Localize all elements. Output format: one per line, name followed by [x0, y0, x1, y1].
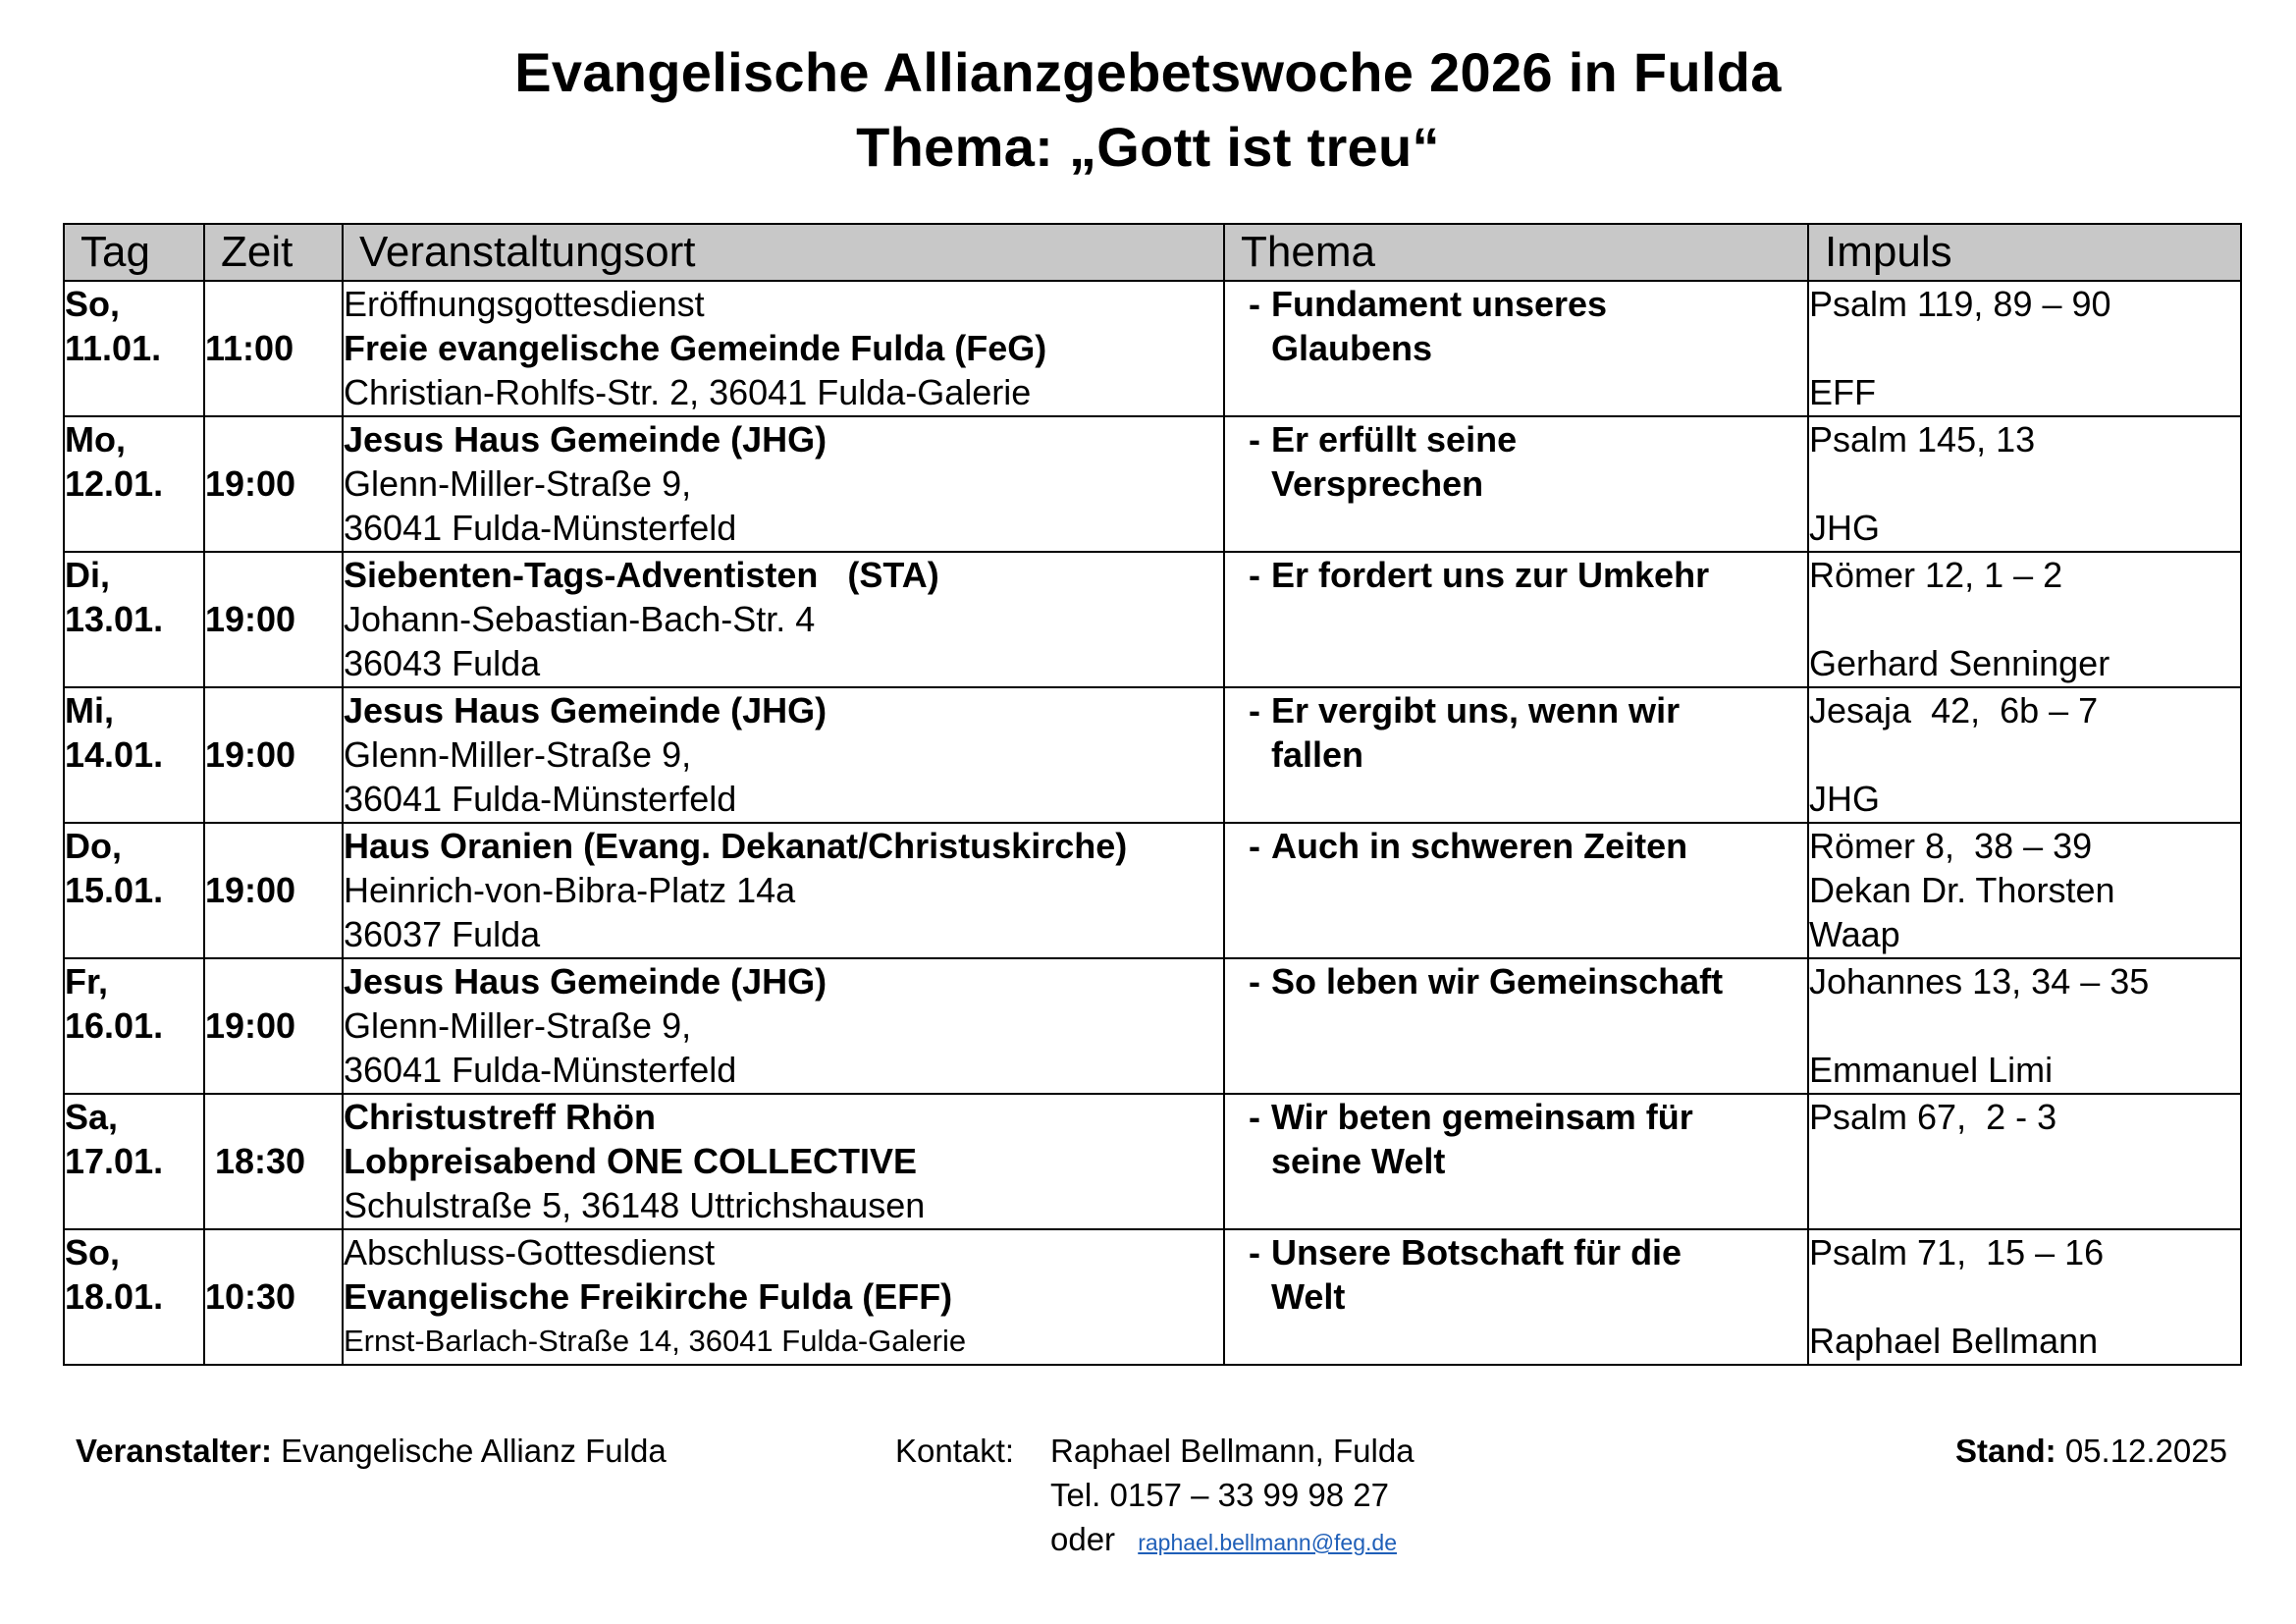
venue-line: Schulstraße 5, 36148 Uttrichshausen: [344, 1185, 926, 1225]
topic-line: Welt: [1271, 1276, 1346, 1317]
topic-text: [1271, 959, 1807, 1003]
day-date: 16.01.: [65, 1005, 164, 1046]
time-value: 19:00: [205, 1005, 296, 1046]
topic-text: [1271, 417, 1807, 506]
impulse-line: Psalm 119, 89 – 90: [1809, 284, 2111, 324]
time-value: 18:30: [205, 1141, 306, 1181]
impulse-line: Waap: [1809, 914, 1900, 954]
time-spacer: [205, 553, 342, 597]
date-label: Stand:: [1954, 1433, 2056, 1469]
cell-time: [204, 281, 343, 416]
impulse-line: [1809, 597, 2240, 641]
cell-venue: [343, 1229, 1224, 1365]
table-row: [64, 1229, 2241, 1365]
topic-line: seine Welt: [1271, 1141, 1446, 1181]
time-value: 19:00: [205, 870, 296, 910]
venue-line: 36041 Fulda-Münsterfeld: [344, 1050, 737, 1090]
day-date: 13.01.: [65, 599, 164, 639]
venue-line: Glenn-Miller-Straße 9,: [344, 463, 692, 504]
cell-topic: [1224, 823, 1808, 958]
impulse-line: Psalm 67, 2 - 3: [1809, 1097, 2057, 1137]
topic-line: Er erfüllt seine: [1271, 419, 1518, 460]
time-spacer: [205, 1230, 342, 1274]
cell-venue: [343, 552, 1224, 687]
time-spacer: [205, 688, 342, 732]
bullet-dash-icon: -: [1249, 555, 1260, 595]
cell-venue: [343, 416, 1224, 552]
time-spacer: [205, 959, 342, 1003]
header-tag: Tag: [64, 224, 204, 281]
cell-day: [64, 281, 204, 416]
header-thema: Thema: [1224, 224, 1808, 281]
cell-day: [64, 1229, 204, 1365]
cell-venue: [343, 958, 1224, 1094]
cell-venue: [343, 823, 1224, 958]
cell-time: [204, 1094, 343, 1229]
cell-topic: [1224, 1094, 1808, 1229]
day-name: Do,: [65, 826, 122, 866]
venue-line: Lobpreisabend ONE COLLECTIVE: [344, 1141, 918, 1181]
topic-line: Er fordert uns zur Umkehr: [1271, 555, 1710, 595]
contact-email-line: [1050, 1517, 1415, 1565]
footer-organizer: [76, 1429, 667, 1473]
venue-line: 36041 Fulda-Münsterfeld: [344, 508, 737, 548]
venue-line: 36041 Fulda-Münsterfeld: [344, 779, 737, 819]
venue-line: Jesus Haus Gemeinde (JHG): [344, 419, 828, 460]
cell-topic: [1224, 687, 1808, 823]
impulse-line: [1809, 1139, 2240, 1183]
table-header-row: [64, 224, 2241, 281]
cell-venue: [343, 1094, 1224, 1229]
venue-line: Christian-Rohlfs-Str. 2, 36041 Fulda-Galerie: [344, 372, 1032, 412]
day-date: 12.01.: [65, 463, 164, 504]
cell-impulse: [1808, 1229, 2241, 1365]
cell-topic: [1224, 1229, 1808, 1365]
cell-impulse: [1808, 281, 2241, 416]
topic-text: [1271, 824, 1807, 868]
bullet-dash-icon: -: [1249, 1097, 1260, 1137]
venue-line: 36043 Fulda: [344, 643, 541, 683]
cell-impulse: [1808, 687, 2241, 823]
cell-day: [64, 552, 204, 687]
header-impuls: Impuls: [1808, 224, 2241, 281]
day-date: 18.01.: [65, 1276, 164, 1317]
cell-time: [204, 958, 343, 1094]
bullet-dash-icon: -: [1249, 690, 1260, 731]
topic-line: Glaubens: [1271, 328, 1433, 368]
day-name: Mi,: [65, 690, 114, 731]
table-row: [64, 687, 2241, 823]
venue-line: Siebenten-Tags-Adventisten (STA): [344, 555, 939, 595]
table-row: [64, 958, 2241, 1094]
topic-text: [1271, 553, 1807, 597]
organizer-label: Veranstalter:: [76, 1433, 272, 1469]
time-spacer: [205, 824, 342, 868]
document-subtitle: Thema: „Gott ist treu“: [856, 116, 1440, 178]
organizer-value: Evangelische Allianz Fulda: [281, 1433, 667, 1469]
table-row: [64, 1094, 2241, 1229]
contact-name: Raphael Bellmann, Fulda: [1050, 1433, 1415, 1469]
venue-line: Jesus Haus Gemeinde (JHG): [344, 690, 828, 731]
cell-impulse: [1808, 823, 2241, 958]
time-value: 10:30: [205, 1276, 296, 1317]
day-date: 14.01.: [65, 734, 164, 775]
impulse-line: Raphael Bellmann: [1809, 1321, 2099, 1361]
impulse-line: EFF: [1809, 372, 1876, 412]
impulse-line: Johannes 13, 34 – 35: [1809, 961, 2150, 1001]
cell-time: [204, 823, 343, 958]
venue-line: Jesus Haus Gemeinde (JHG): [344, 961, 828, 1001]
cell-impulse: [1808, 416, 2241, 552]
topic-text: [1271, 688, 1807, 777]
bullet-dash-icon: -: [1249, 826, 1260, 866]
bullet-dash-icon: -: [1249, 284, 1260, 324]
time-spacer: [205, 282, 342, 326]
day-name: Di,: [65, 555, 111, 595]
impulse-line: [1809, 1003, 2240, 1048]
day-date: 11.01.: [65, 328, 162, 368]
impulse-line: Römer 12, 1 – 2: [1809, 555, 2063, 595]
cell-topic: [1224, 416, 1808, 552]
topic-line: Er vergibt uns, wenn wir: [1271, 690, 1681, 731]
bullet-dash-icon: -: [1249, 1232, 1260, 1272]
footer-contact: [1050, 1429, 1415, 1565]
venue-line: Ernst-Barlach-Straße 14, 36041 Fulda-Galerie: [344, 1324, 967, 1358]
schedule-table: [63, 223, 2242, 1366]
cell-day: [64, 687, 204, 823]
cell-venue: [343, 687, 1224, 823]
impulse-line: [1809, 326, 2240, 370]
time-value: 19:00: [205, 734, 296, 775]
venue-line: Christustreff Rhön: [344, 1097, 656, 1137]
cell-topic: [1224, 552, 1808, 687]
venue-line: Haus Oranien (Evang. Dekanat/Christuskirche): [344, 826, 1128, 866]
topic-line: Versprechen: [1271, 463, 1484, 504]
day-date: 15.01.: [65, 870, 164, 910]
cell-day: [64, 1094, 204, 1229]
venue-line: Evangelische Freikirche Fulda (EFF): [344, 1276, 953, 1317]
cell-impulse: [1808, 958, 2241, 1094]
impulse-line: Römer 8, 38 – 39: [1809, 826, 2093, 866]
topic-text: [1271, 1230, 1807, 1319]
contact-phone: Tel. 0157 – 33 99 98 27: [1050, 1477, 1389, 1513]
impulse-line: [1809, 732, 2240, 777]
cell-time: [204, 416, 343, 552]
contact-email-link[interactable]: raphael.bellmann@feg.de: [1138, 1530, 1397, 1555]
venue-line: Johann-Sebastian-Bach-Str. 4: [344, 599, 816, 639]
topic-line: Wir beten gemeinsam für: [1271, 1097, 1693, 1137]
time-value: 19:00: [205, 599, 296, 639]
impulse-line: Gerhard Senninger: [1809, 643, 2110, 683]
impulse-line: [1809, 1183, 2240, 1227]
cell-venue: [343, 281, 1224, 416]
impulse-line: Dekan Dr. Thorsten: [1809, 870, 2115, 910]
bullet-dash-icon: -: [1249, 419, 1260, 460]
time-value: 19:00: [205, 463, 296, 504]
header-veranstaltungsort: Veranstaltungsort: [343, 224, 1224, 281]
document-title: Evangelische Allianzgebetswoche 2026 in Fulda: [514, 41, 1782, 103]
venue-line: Freie evangelische Gemeinde Fulda (FeG): [344, 328, 1047, 368]
table-row: [64, 552, 2241, 687]
bullet-dash-icon: -: [1249, 961, 1260, 1001]
impulse-line: JHG: [1809, 508, 1880, 548]
day-name: So,: [65, 284, 121, 324]
topic-line: fallen: [1271, 734, 1364, 775]
schedule-body: [64, 281, 2241, 1365]
day-date: 17.01.: [65, 1141, 164, 1181]
time-spacer: [205, 1095, 342, 1139]
topic-line: Unsere Botschaft für die: [1271, 1232, 1682, 1272]
venue-line: Glenn-Miller-Straße 9,: [344, 1005, 692, 1046]
date-value: 05.12.2025: [2064, 1433, 2227, 1469]
impulse-line: Psalm 145, 13: [1809, 419, 2036, 460]
cell-impulse: [1808, 552, 2241, 687]
venue-line: 36037 Fulda: [344, 914, 541, 954]
impulse-line: Jesaja 42, 6b – 7: [1809, 690, 2099, 731]
topic-line: Fundament unseres: [1271, 284, 1608, 324]
day-name: Fr,: [65, 961, 109, 1001]
cell-day: [64, 823, 204, 958]
contact-or: oder: [1050, 1521, 1116, 1557]
venue-line: Eröffnungsgottesdienst: [344, 284, 705, 324]
table-row: [64, 823, 2241, 958]
time-value: 11:00: [205, 328, 294, 368]
impulse-line: [1809, 1274, 2240, 1319]
topic-line: So leben wir Gemeinschaft: [1271, 961, 1724, 1001]
venue-line: Heinrich-von-Bibra-Platz 14a: [344, 870, 796, 910]
cell-topic: [1224, 958, 1808, 1094]
topic-text: [1271, 1095, 1807, 1183]
cell-day: [64, 416, 204, 552]
cell-topic: [1224, 281, 1808, 416]
table-row: [64, 281, 2241, 416]
impulse-line: JHG: [1809, 779, 1880, 819]
time-spacer: [205, 417, 342, 461]
day-name: Mo,: [65, 419, 126, 460]
cell-day: [64, 958, 204, 1094]
day-name: Sa,: [65, 1097, 119, 1137]
cell-time: [204, 1229, 343, 1365]
footer-date: [1955, 1429, 2227, 1473]
table-row: [64, 416, 2241, 552]
day-name: So,: [65, 1232, 121, 1272]
header-zeit: Zeit: [204, 224, 343, 281]
topic-line: Auch in schweren Zeiten: [1271, 826, 1688, 866]
topic-text: [1271, 282, 1807, 370]
impulse-line: Psalm 71, 15 – 16: [1809, 1232, 2105, 1272]
impulse-line: Emmanuel Limi: [1809, 1050, 2054, 1090]
venue-line: Abschluss-Gottesdienst: [344, 1232, 716, 1272]
cell-impulse: [1808, 1094, 2241, 1229]
impulse-line: [1809, 461, 2240, 506]
venue-line: Glenn-Miller-Straße 9,: [344, 734, 692, 775]
cell-time: [204, 552, 343, 687]
cell-time: [204, 687, 343, 823]
contact-label: Kontakt:: [895, 1433, 1015, 1469]
